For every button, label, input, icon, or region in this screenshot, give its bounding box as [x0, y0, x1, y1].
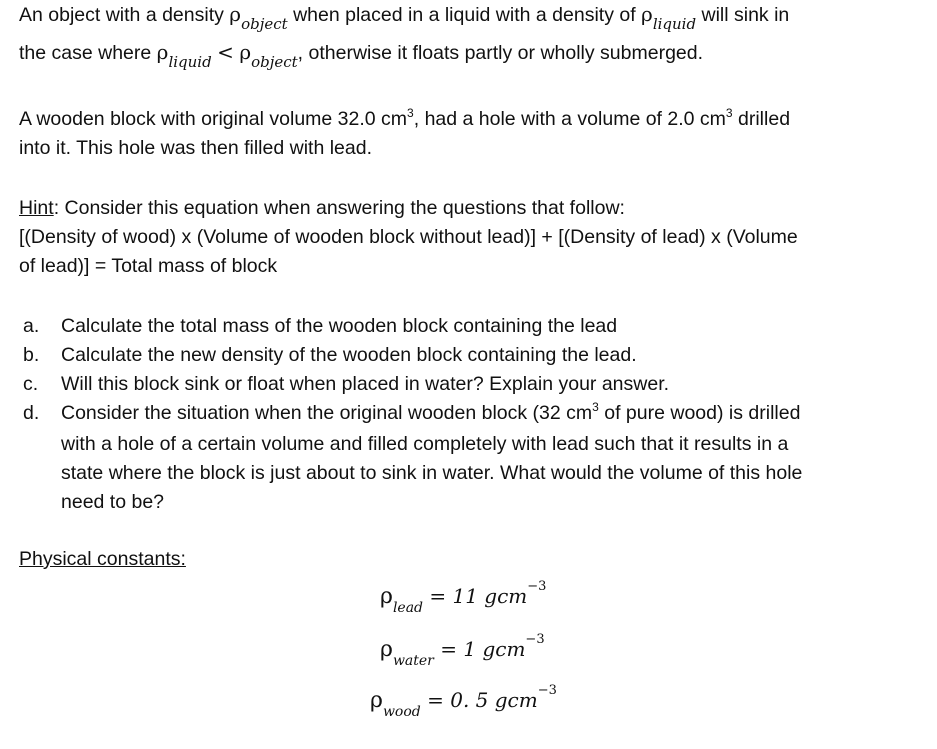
intro-line-1 [19, 2, 790, 33]
subscript-object: object [241, 15, 288, 33]
equals-sign: = [427, 688, 444, 712]
constant-subscript: wood [382, 704, 421, 720]
constant-exponent: −3 [537, 683, 557, 698]
constant-value: 1 gcm [463, 637, 526, 661]
para-text: drilled [732, 108, 791, 130]
question-item [19, 399, 919, 517]
hint-line-1 [19, 197, 625, 220]
rho-symbol: ρ [380, 584, 393, 609]
intro-line-2 [19, 40, 704, 71]
intro-text: the case where [19, 42, 152, 64]
subscript-liquid: liquid [652, 15, 697, 33]
question-letter: c. [23, 373, 39, 395]
superscript-3: 3 [592, 400, 599, 414]
rho-symbol: ρ [370, 688, 383, 713]
constants-heading: Physical constants: [19, 548, 186, 570]
rho-symbol: ρ [229, 2, 242, 26]
question-text [61, 399, 919, 517]
constant-subscript: water [392, 653, 434, 669]
equals-sign: = [429, 584, 447, 608]
question-text: Calculate the new density of the wooden block containing the lead. [61, 344, 637, 366]
rho-symbol: ρ [156, 40, 169, 64]
subscript-object: object [251, 53, 298, 71]
constant-lead [380, 579, 547, 616]
comma: , [297, 42, 304, 64]
question-text-part: of pure wood) is drilled [598, 402, 801, 424]
intro-text: otherwise it floats partly or wholly submerged. [308, 42, 704, 64]
constant-exponent: −3 [525, 632, 545, 647]
para-text: A wooden block with original volume 32.0 cm [19, 108, 408, 130]
constant-exponent: −3 [527, 579, 547, 594]
question-text-part: with a hole of a certain volume and filled completely with lead such that it results in a [61, 433, 789, 455]
intro-text: when placed in a liquid with a density of [293, 4, 636, 26]
question-item [19, 370, 919, 399]
constant-subscript: lead [392, 600, 424, 616]
equals-sign: = [440, 637, 457, 661]
question-text: Calculate the total mass of the wooden block containing the lead [61, 315, 618, 337]
question-text-part: state where the block is just about to sink in water. What would the volume of this hole [61, 462, 803, 484]
superscript-3: 3 [407, 106, 414, 120]
question-text: Will this block sink or float when placed in water? Explain your answer. [61, 373, 670, 395]
para-text: , had a hole with a volume of 2.0 cm [413, 108, 726, 130]
less-than-symbol: < [217, 40, 234, 64]
hint-text: : Consider this equation when answering the questions that follow: [53, 197, 625, 219]
constant-value: 0. 5 gcm [450, 688, 538, 712]
constant-value: 11 gcm [452, 584, 528, 608]
constant-wood [370, 683, 557, 720]
rho-symbol: ρ [380, 637, 393, 662]
constant-water [380, 632, 545, 669]
block-description-line-1 [19, 108, 790, 131]
question-letter: a. [23, 315, 40, 337]
hint-line-2: [(Density of wood) x (Volume of wooden block without lead)] + [(Density of lead) x (Volume [19, 226, 798, 248]
intro-text: will sink in [701, 4, 790, 26]
subscript-liquid: liquid [168, 53, 212, 71]
superscript-3: 3 [725, 106, 733, 120]
rho-symbol: ρ [239, 40, 252, 64]
question-item [19, 312, 919, 341]
question-letter: b. [23, 344, 40, 366]
question-letter: d. [23, 402, 40, 424]
question-item [19, 341, 919, 370]
intro-text: An object with a density [19, 4, 224, 26]
question-list [19, 312, 919, 517]
block-description-line-2: into it. This hole was then filled with lead. [19, 137, 372, 159]
question-text-part: need to be? [61, 491, 165, 513]
question-text-part: Consider the situation when the original wooden block (32 cm [61, 402, 593, 424]
hint-line-3: of lead)] = Total mass of block [19, 255, 278, 277]
hint-label: Hint [19, 197, 54, 219]
rho-symbol: ρ [641, 2, 653, 26]
